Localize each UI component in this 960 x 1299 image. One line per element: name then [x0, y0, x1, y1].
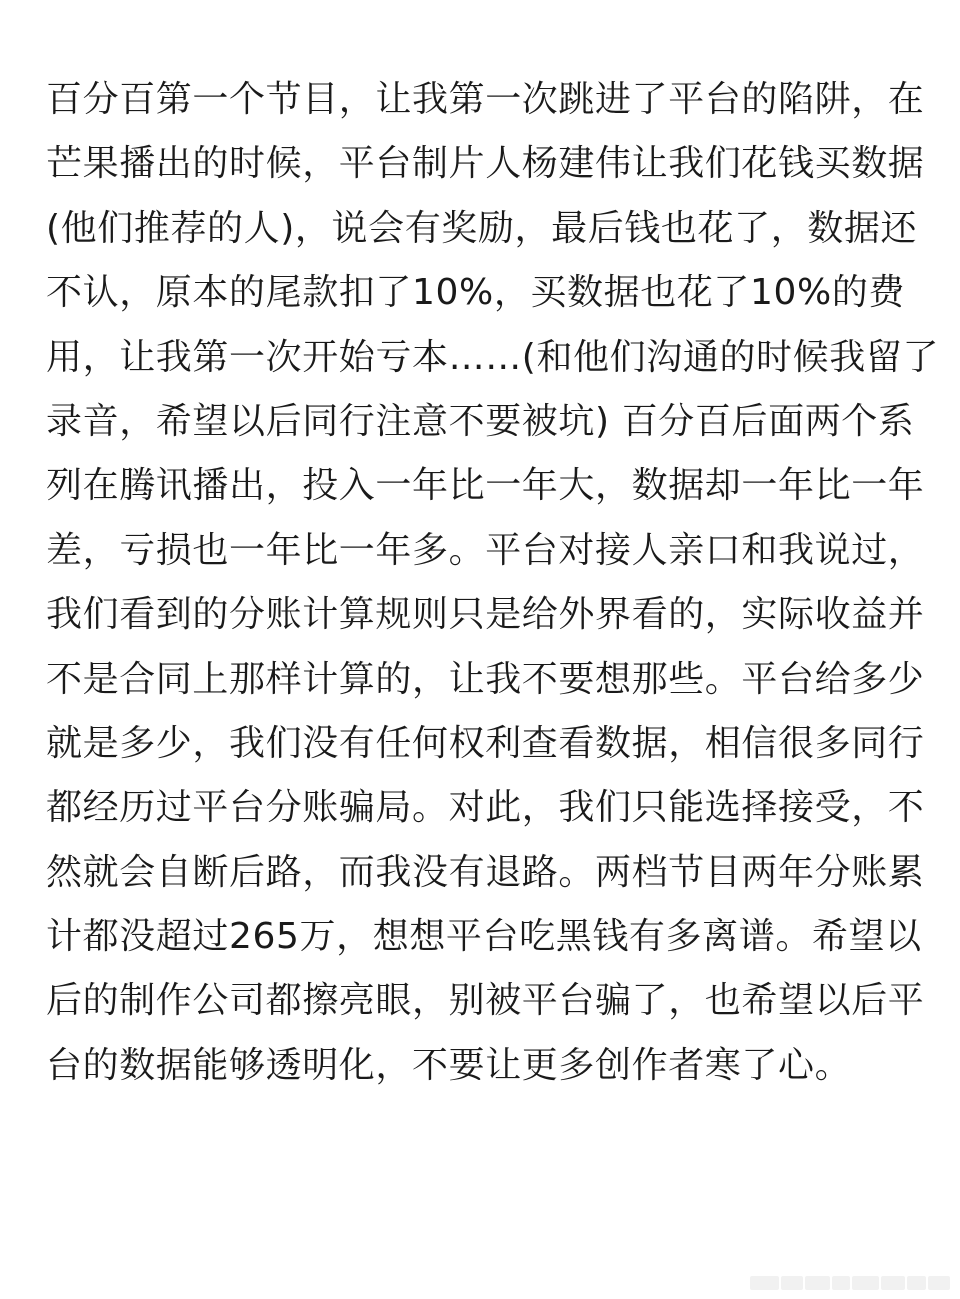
- text-line: 录音，希望以后同行注意不要被坑) 百分百后面两个系: [46, 400, 915, 442]
- text-line: 差，亏损也一年比一年多。平台对接人亲口和我说过，: [46, 529, 925, 571]
- text-line: 不认，原本的尾款扣了10%，买数据也花了10%的费: [46, 272, 906, 314]
- text-line: 列在腾讯播出，投入一年比一年大，数据却一年比一年: [46, 465, 925, 507]
- text-line: 不是合同上那样计算的，让我不要想那些。平台给多少: [46, 658, 925, 700]
- document-body: [46, 68, 940, 1098]
- text-line: 我们看到的分账计算规则只是给外界看的，实际收益并: [46, 594, 925, 636]
- watermark: [750, 1273, 950, 1293]
- text-line: 后的制作公司都擦亮眼，别被平台骗了，也希望以后平: [46, 980, 925, 1022]
- text-line: 芒果播出的时候，平台制片人杨建伟让我们花钱买数据: [46, 143, 925, 185]
- text-line: 都经历过平台分账骗局。对此，我们只能选择接受，不: [46, 787, 925, 829]
- text-line: 计都没超过265万，想想平台吃黑钱有多离谱。希望以: [46, 916, 922, 958]
- text-line: 台的数据能够透明化，不要让更多创作者寒了心。: [46, 1044, 852, 1086]
- text-line: 百分百第一个节目，让我第一次跳进了平台的陷阱，在: [46, 79, 925, 120]
- text-line: (他们推荐的人)，说会有奖励，最后钱也花了，数据还: [46, 207, 918, 249]
- text-line: 然就会自断后路，而我没有退路。两档节目两年分账累: [46, 851, 925, 893]
- text-line: 用，让我第一次开始亏本……(和他们沟通的时候我留了: [46, 336, 940, 378]
- text-line: 就是多少，我们没有任何权利查看数据，相信很多同行: [46, 722, 925, 764]
